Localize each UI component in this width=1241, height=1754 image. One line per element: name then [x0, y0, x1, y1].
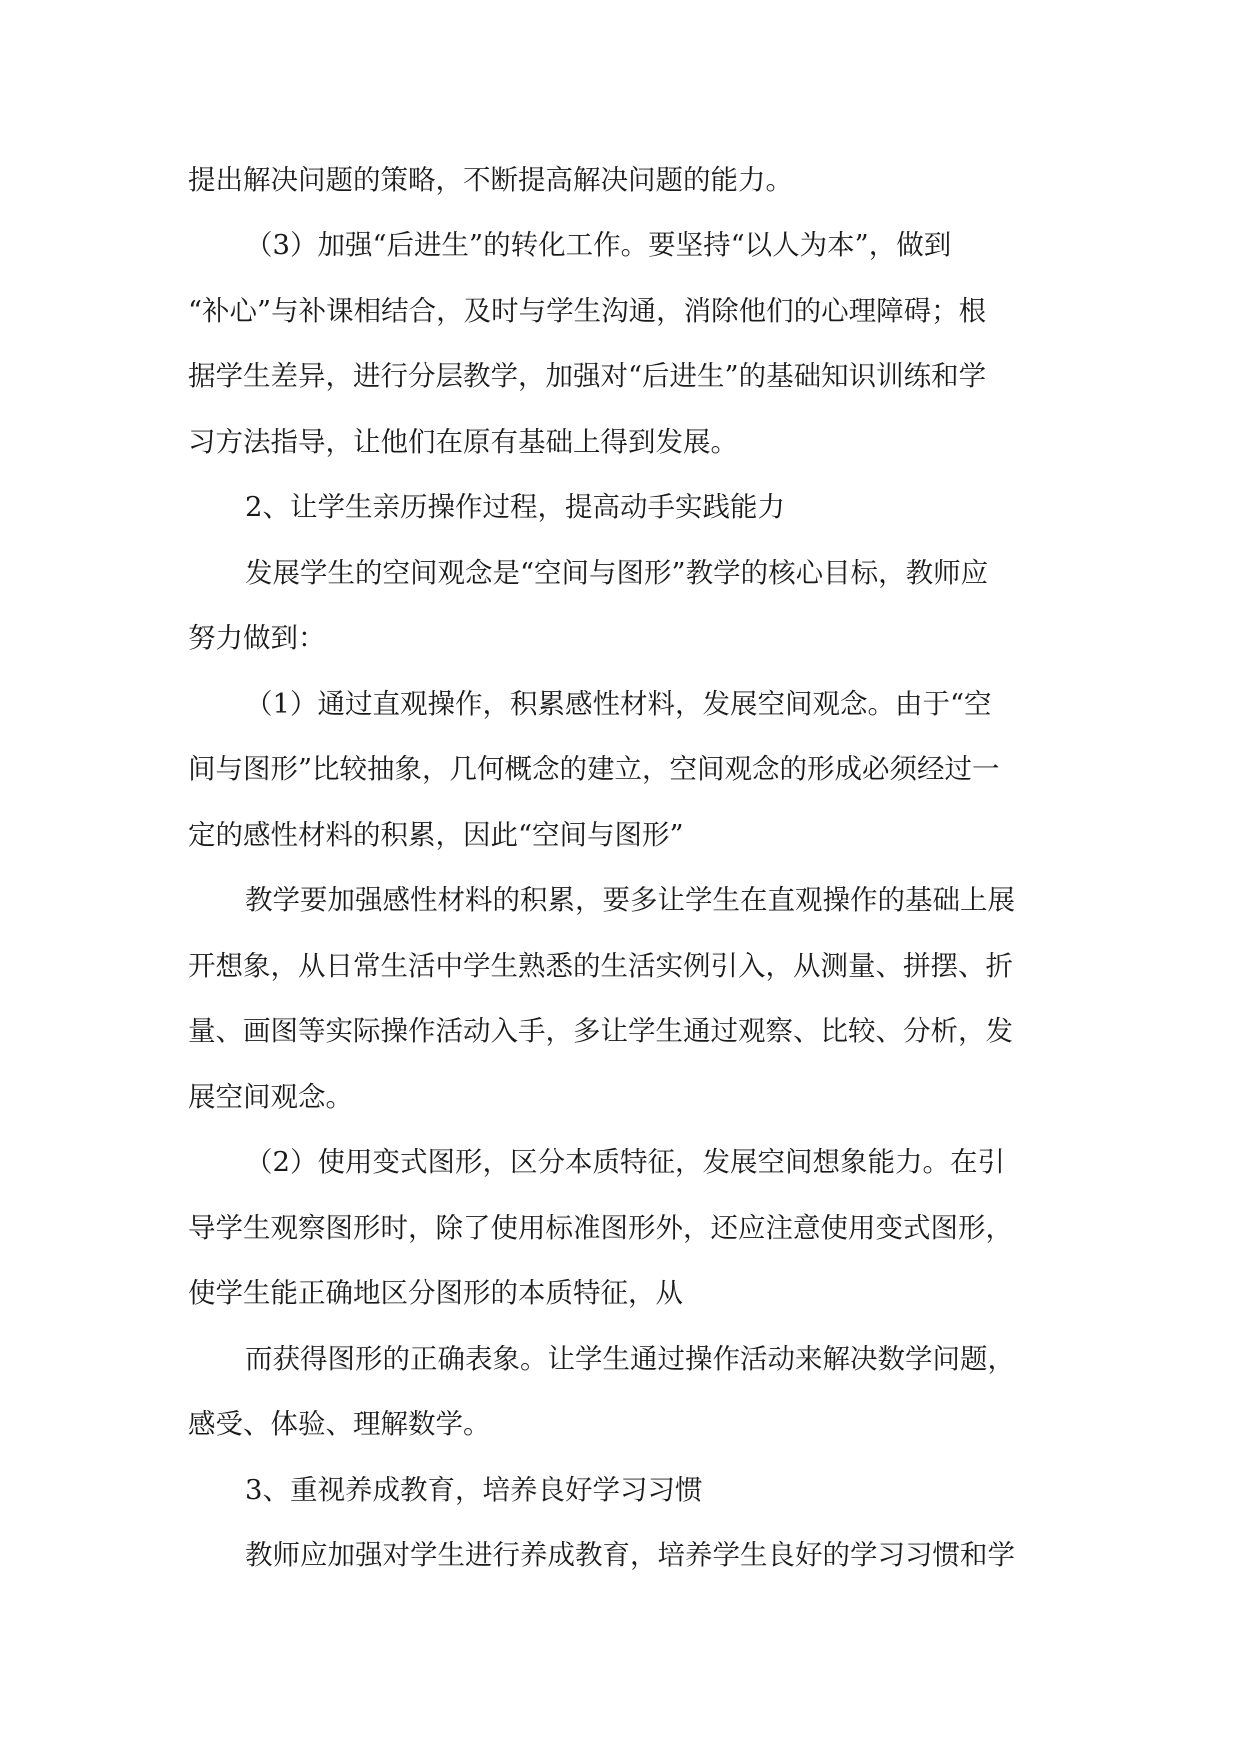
text-line: 提出解决问题的策略，不断提高解决问题的能力。 — [188, 164, 793, 196]
text-line: 使学生能正确地区分图形的本质特征，从 — [188, 1277, 683, 1309]
text-line: 量、画图等实际操作活动入手，多让学生通过观察、比较、分析，发 — [188, 1015, 1013, 1047]
section-heading: 3、重视养成教育，培养良好学习习惯 — [245, 1474, 703, 1506]
text-line: 教师应加强对学生进行养成教育，培养学生良好的学习习惯和学 — [245, 1539, 1015, 1571]
text-line: 开想象，从日常生活中学生熟悉的生活实例引入，从测量、拼摆、折 — [188, 950, 1013, 982]
text-line: （2）使用变式图形，区分本质特征，发展空间想象能力。在引 — [245, 1146, 1005, 1178]
text-line: 展空间观念。 — [188, 1081, 353, 1113]
text-line: 教学要加强感性材料的积累，要多让学生在直观操作的基础上展 — [245, 884, 1015, 916]
text-line: （3）加强“后进生”的转化工作。要坚持“以人为本”，做到 — [245, 229, 952, 261]
text-line: 间与图形”比较抽象，几何概念的建立，空间观念的形成必须经过一 — [188, 753, 1000, 785]
text-line: 习方法指导，让他们在原有基础上得到发展。 — [188, 426, 738, 458]
text-line: 据学生差异，进行分层教学，加强对“后进生”的基础知识训练和学 — [188, 360, 987, 392]
text-line: 努力做到： — [188, 622, 326, 654]
text-line: （1）通过直观操作，积累感性材料，发展空间观念。由于“空 — [245, 688, 992, 720]
text-line: 而获得图形的正确表象。让学生通过操作活动来解决数学问题， — [245, 1343, 1015, 1375]
text-line: “补心”与补课相结合，及时与学生沟通，消除他们的心理障碍；根 — [188, 295, 987, 327]
text-line: 发展学生的空间观念是“空间与图形”教学的核心目标，教师应 — [245, 557, 989, 589]
text-line: 定的感性材料的积累，因此“空间与图形” — [188, 819, 684, 851]
text-line: 感受、体验、理解数学。 — [188, 1408, 491, 1440]
section-heading: 2、让学生亲历操作过程，提高动手实践能力 — [245, 491, 785, 523]
text-line: 导学生观察图形时，除了使用标准图形外，还应注意使用变式图形， — [188, 1212, 1013, 1244]
